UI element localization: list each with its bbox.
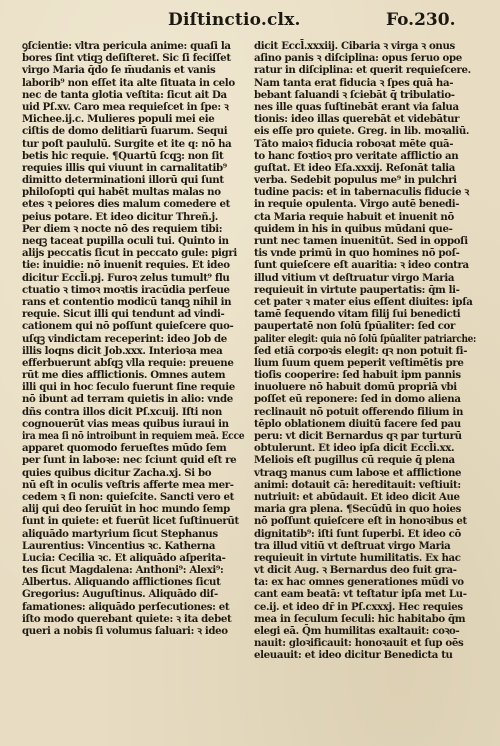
text-line: alij qui deo ſeruiūt in hoc mundo ſemp bbox=[22, 503, 230, 516]
text-line: nec de tanta glotia veſtita: ſicut ait Da bbox=[22, 88, 227, 101]
text-line: in requie opulenta. Virgo autē benedi- bbox=[254, 198, 460, 211]
text-line: requies illis qui viuunt in carnalitatib⁹ bbox=[22, 161, 227, 174]
text-line: tioſis cooperire: ſed habuit ipm pannis bbox=[254, 369, 461, 382]
text-line: Nam tanta erat fiducia ꝛ ſpes quā ha- bbox=[254, 76, 454, 89]
text-line: Tāto maioꝛ fiducia roboꝛat mēte quā- bbox=[254, 137, 454, 150]
text-line: aliquādo martyrium ſicut Stephanus bbox=[22, 527, 218, 540]
text-line: requieuit in virtute humilitatis. Ex hac bbox=[254, 551, 461, 564]
text-line: nauit: gloꝛificauit: honoꝛauit et ſup oēs bbox=[254, 637, 464, 650]
text-line: rūt me dies afflictionis. Omnes autem bbox=[22, 369, 226, 382]
text-line: cationem qui nō poſſunt quieſcere quo- bbox=[22, 320, 234, 333]
text-line: apparet quomodo ferueſtes mūdo ſem bbox=[22, 442, 227, 455]
text-line: nes ille quas ſuſtinebāt erant via ſalua bbox=[254, 100, 459, 113]
text-line: illi qui in hoc ſeculo fuerunt ſine requie bbox=[22, 381, 235, 394]
right-text-column bbox=[254, 40, 476, 662]
folio-number: Fo.230. bbox=[386, 10, 456, 30]
text-line: lium ſuum quem peperit veſtimētis pre bbox=[254, 356, 464, 369]
text-line: eleuauit: et ideo dicitur Benedicta tu bbox=[254, 649, 453, 662]
text-line: cedem ꝛ ſi non: quieſcite. Sancti vero et bbox=[22, 490, 234, 503]
text-line: tie: inuidie: nō inuenit requies. Et ideo bbox=[22, 259, 230, 272]
text-line: ſunt in quiete: et fuerūt licet ſuſtinuerūt bbox=[22, 515, 239, 528]
text-line: tudine pacis: et in tabernaculis fiducie ꝛ bbox=[254, 186, 469, 199]
text-line: cant eam beatā: vt teſtatur ipſa met Lu- bbox=[254, 588, 467, 601]
text-line: runt nec tamen inuenitūt. Sed in oppoſi bbox=[254, 235, 468, 247]
text-line: quidem in his in quibus mūdani que- bbox=[254, 222, 453, 235]
text-line: rans et contentio modicū tanqꝫ nihil in bbox=[22, 295, 232, 308]
text-line: etes ꝛ peiores dies malum comedere et bbox=[22, 198, 230, 211]
text-line: requieuit in virtute paupertatis: q̄m li- bbox=[254, 283, 460, 296]
text-line: nū eſt in oculis veſtris afferte mea mer- bbox=[22, 478, 234, 491]
text-line: dicit Eccl̄.xxxiij. Cibaria ꝛ virga ꝛ onus bbox=[254, 40, 455, 52]
text-line: iſto modo querebant quiete: ꝛ ita debet bbox=[22, 612, 232, 625]
text-line: obtulerunt. Et ideo ipſa dicit Eccl̄i.xx. bbox=[254, 442, 455, 455]
text-line: efferbuerunt abſqꝫ vlla requie: preuene bbox=[22, 356, 234, 369]
text-line: alijs peccatis ſicut in peccato gule: pigri bbox=[22, 247, 237, 260]
text-line: elegi eā. Q̄m humilitas exaltauit: coꝛo- bbox=[254, 625, 460, 637]
text-line: ciſtis de domo delitiarū ſuarum. Sequi bbox=[22, 125, 228, 138]
text-line: laborib⁹ non eſſet ita alte ſituata in celo bbox=[22, 76, 235, 89]
text-line: aſino panis ꝛ diſciplina: opus ſeruo ope bbox=[254, 52, 462, 65]
text-line: Meliois eſt pugillus cū requie q̄ plena bbox=[254, 454, 455, 467]
text-line: vt dicit Aug. ꝛ Bernardus deo fuit gra- bbox=[254, 564, 457, 577]
text-line: ctuatio ꝛ timoꝛ moꝛtis iracūdia perſeue bbox=[22, 283, 230, 296]
text-line: Lucia: Cecilia ꝛc. Et aliquādo aſperita- bbox=[22, 551, 226, 564]
text-line: guſtat. Et ideo Eſa.xxxij. Reſonāt talia bbox=[254, 161, 456, 174]
text-line: bores ſint vtiqꝫ deſiſteret. Sic ſi feciſſet bbox=[22, 52, 231, 65]
text-line: Gregorius: Auguſtinus. Aliquādo diſ- bbox=[22, 588, 218, 601]
text-line: queri a nobis ſi volumus ſaluari: ꝛ ideo bbox=[22, 625, 228, 637]
text-line: peru: vt dicit Bernardus qꝛ par turturū bbox=[254, 430, 462, 442]
text-line: illis loqns dicit Job.xxx. Interioꝛa mea bbox=[22, 344, 223, 357]
text-line: tionis: ideo illas querebāt et videbātur bbox=[254, 113, 460, 126]
text-line: tēplo oblationem diuitū facere ſed pau bbox=[254, 417, 461, 430]
text-line: cognouerūt vias meas quibus iuraui in bbox=[22, 417, 229, 430]
text-line: vtraqꝫ manus cum laboꝛe et afflictione bbox=[254, 466, 462, 479]
text-line: uſqꝫ vindictam receperint: ideo Job de bbox=[22, 332, 227, 345]
text-line: inuoluere nō habuit domū propriā vbi bbox=[254, 381, 457, 394]
text-line: ſed etiā corpoꝛis elegit: qꝛ non potuit fi- bbox=[254, 344, 468, 357]
text-line: illud vitium vt deſtruatur virgo Maria bbox=[254, 271, 455, 284]
text-line: virgo Maria q̄do ſe m̄udanis et vanis bbox=[22, 64, 216, 77]
text-line: nō poſſunt quieſcere eſt in honoꝛibus et bbox=[254, 515, 467, 528]
text-line: nō ibunt ad terram quietis in alio: vnde bbox=[22, 393, 233, 406]
left-text-column bbox=[22, 40, 244, 637]
text-line: philoſopti qui habēt multas malas no bbox=[22, 186, 221, 199]
text-line: ꝯſcientie: vltra pericula anime: quaſi la bbox=[22, 40, 231, 52]
text-line: tur poſt paululū. Surgite et ite q: nō ha bbox=[22, 137, 232, 150]
text-line: betis hic requie. ¶Quartū ſcqꝫ: non ſit bbox=[22, 149, 224, 162]
text-line: Per diem ꝛ nocte nō des requiem tibi: bbox=[22, 222, 223, 235]
text-line: tes ſicut Magdalena: Anthoni⁹: Alexi⁹: bbox=[22, 564, 224, 577]
text-line: cet pater ꝛ mater eius eſſent diuites: ipſa bbox=[254, 295, 473, 308]
text-line: nutriuit: et abūdauit. Et ideo dicit Aue bbox=[254, 490, 460, 503]
text-line: Michee.ij.c. Mulieres populi mei eie bbox=[22, 113, 215, 126]
text-line: dignitatib⁹: iſti ſunt ſuperbi. Et ideo cō bbox=[254, 527, 461, 540]
text-line: dñs contra illos dicit Pſ.xcuij. Iſti non bbox=[22, 405, 222, 418]
text-line: peius potare. Et ideo dicitur Threñ.j. bbox=[22, 210, 218, 223]
text-line: tra illud vitiū vt deſtruat virgo Maria bbox=[254, 539, 451, 552]
text-line: ratur in diſciplina: et querit requieſcere. bbox=[254, 64, 471, 77]
text-line: maria gra plena. ¶Secūdū in quo hoies bbox=[254, 503, 462, 516]
text-line: poſſet eū reponere: ſed in domo aliena bbox=[254, 393, 461, 406]
text-line: animi: dotauit cā: hereditauit: veſtiuit: bbox=[254, 478, 461, 491]
text-line: tamē ſequendo vitam filij ſui benedicti bbox=[254, 308, 461, 321]
text-line: requie. Sicut illi qui tendunt ad vindi- bbox=[22, 308, 225, 321]
text-line: to hanc foꝛtioꝛ pro veritate afflictio an bbox=[254, 149, 459, 162]
text-line: Albertus. Aliquando afflictiones ſicut bbox=[22, 576, 221, 589]
text-line: quies quibus dicitur Zacha.xj. Si bo bbox=[22, 466, 212, 479]
running-header-title: Diſtinctio.clx. bbox=[168, 10, 301, 30]
text-line: tis vnde primū in quo homines nō poſ- bbox=[254, 247, 460, 260]
text-line: dimitto determinationi illorū qui ſunt bbox=[22, 174, 224, 187]
text-line: neqꝫ taceat pupilla oculi tui. Quinto in bbox=[22, 235, 229, 247]
text-line: ira mea ſi nō introibunt in requiem meā. Ecce bbox=[22, 430, 245, 442]
text-line: cta Maria requie habuit et inuenit nō bbox=[254, 210, 454, 223]
text-line: per ſunt in laboꝛe: nec ſciunt quid eſt re bbox=[22, 454, 237, 467]
text-line: famationes: aliquādo perſecutiones: et bbox=[22, 600, 230, 613]
text-line: uid Pſ.xv. Caro mea requieſcet in ſpe: ꝛ bbox=[22, 100, 229, 113]
text-line: ce.ij. et ideo dr̄ in Pſ.cxxxj. Hec requies bbox=[254, 600, 463, 613]
text-line: paupertatē non ſolū ſpūaliter: ſed cor bbox=[254, 320, 456, 333]
text-line: verba. Sedebit populus me⁹ in pulchri bbox=[254, 174, 457, 187]
text-line: dicitur Eccl̄i.pj. Furoꝛ zelus tumult⁹ flu bbox=[22, 271, 230, 284]
text-line: Laurentius: Vincentius ꝛc. Katherna bbox=[22, 539, 216, 552]
text-line: ta: ex hac omnes generationes mūdi vo bbox=[254, 576, 464, 589]
text-line: eis eſſe pro quiete. Greg. in lib. moꝛaliū. bbox=[254, 125, 470, 138]
text-line: reclinauit nō potuit offerendo filium in bbox=[254, 405, 463, 418]
text-line: ſunt quieſcere eſt auaritia: ꝛ ideo contra bbox=[254, 259, 469, 272]
text-line: paliter elegit: quia nō ſolū ſpūaliter patriarche: bbox=[254, 332, 477, 345]
text-line: mea in ſeculum ſeculi: hic habitabo q̄m bbox=[254, 612, 466, 625]
text-line: bebant ſaluandi ꝛ ſciebāt q̄ tribulatio- bbox=[254, 88, 455, 101]
